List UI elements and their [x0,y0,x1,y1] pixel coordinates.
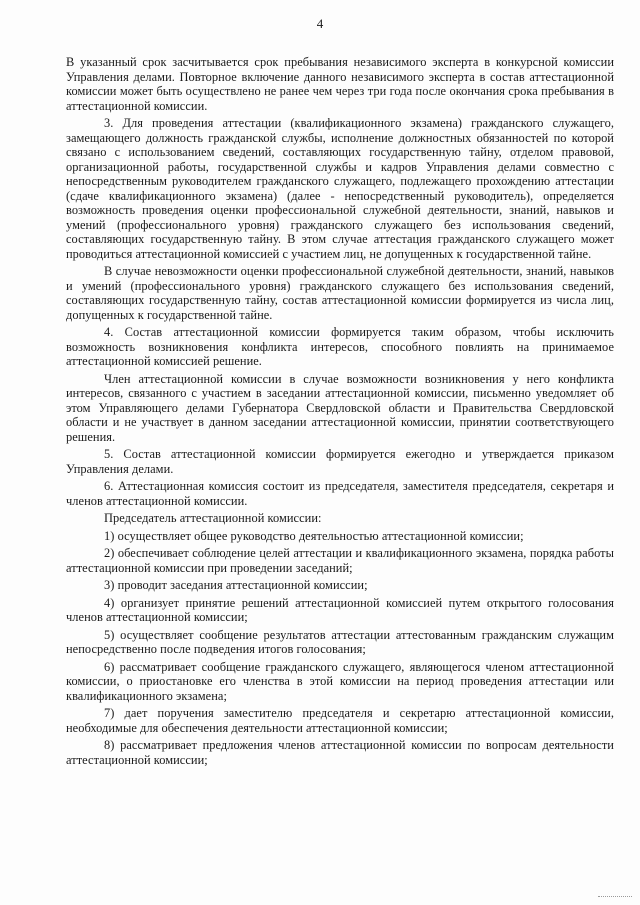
paragraph-item-5: 5. Состав аттестационной комиссии формируется ежегодно и утверждается приказом Управления делами. [66,447,614,476]
paragraph-impossibility-case: В случае невозможности оценки профессиональной служебной деятельности, знаний, навыков и умений (профессионального уровня) гражданского служащего без использования сведений, составляющих государственную тайну, состав аттестационной комиссии формируется из числа лиц, допущенных к государственной тайне. [66,264,614,322]
paragraph-expert-term: В указанный срок засчитывается срок пребывания независимого эксперта в конкурсной комиссии Управления делами. Повторное включение данного независимого эксперта в состав аттестационной комиссии может быть осуществлено не ранее чем через три года после окончания срока пребывания в аттестационной комиссии. [66,55,614,113]
paragraph-item-4: 4. Состав аттестационной комиссии формируется таким образом, чтобы исключить возможность возникновения конфликта интересов, способного повлиять на принимаемое аттестационной комиссией решение. [66,325,614,368]
page-number: 4 [316,16,324,31]
list-item-6: 6) рассматривает сообщение гражданского служащего, являющегося членом аттестационной комиссии, о приостановке его членства в этой комиссии на период проведения аттестации или квалификационного экзамена; [66,659,614,703]
list-item-4: 4) организует принятие решений аттестационной комиссией путем открытого голосования членов аттестационной комиссии; [66,595,614,624]
paragraph-chair-heading: Председатель аттестационной комиссии: [104,511,322,525]
document-body [66,55,614,770]
list-item-3: 3) проводит заседания аттестационной комиссии; [104,578,368,592]
list-item-1: 1) осуществляет общее руководство деятельностью аттестационной комиссии; [104,528,524,543]
list-item-7: 7) дает поручения заместителю председателя и секретарю аттестационной комиссии, необходимые для обеспечения деятельности аттестационной комиссии; [66,706,614,735]
scan-artifact [598,894,632,897]
paragraph-conflict-of-interest: Член аттестационной комиссии в случае возможности возникновения у него конфликта интересов, связанного с участием в заседании аттестационной комиссии, письменно уведомляет об этом Управляющего делами Губернатора Свердловской области и Правительства Свердловской области и не участвует в данном заседании аттестационной комиссии, принятии соответствующего решения. [66,371,614,444]
paragraph-item-6: 6. Аттестационная комиссия состоит из председателя, заместителя председателя, секретаря и членов аттестационной комиссии. [66,479,614,508]
list-item-2: 2) обеспечивает соблюдение целей аттестации и квалификационного экзамена, порядка работы аттестационной комиссии при проведении заседаний; [66,546,614,575]
paragraph-item-3: 3. Для проведения аттестации (квалификационного экзамена) гражданского служащего, замещающего должность гражданской службы, исполнение должностных обязанностей по которой связано с использованием сведений, составляющих государственную тайну, отделом правовой, организационной работы, государственной службы и кадров Управления делами совместно с непосредственным руководителем гражданского служащего, подлежащего прохождению аттестации (сдаче квалификационного экзамена) (далее - непосредственный руководитель), определяется возможность проведения оценки профессиональной служебной деятельности, знаний, навыков и умений (профессионального уровня) гражданского служащего без использования сведений, составляющих государственную тайну. В этом случае аттестация гражданского служащего может проводиться аттестационной комиссией с участием лиц, не допущенных к государственной тайне. [66,116,614,261]
list-item-5: 5) осуществляет сообщение результатов аттестации аттестованным гражданским служащим непосредственно после подведения итогов голосования; [66,627,614,656]
list-item-8: 8) рассматривает предложения членов аттестационной комиссии по вопросам деятельности аттестационной комиссии; [66,738,614,767]
